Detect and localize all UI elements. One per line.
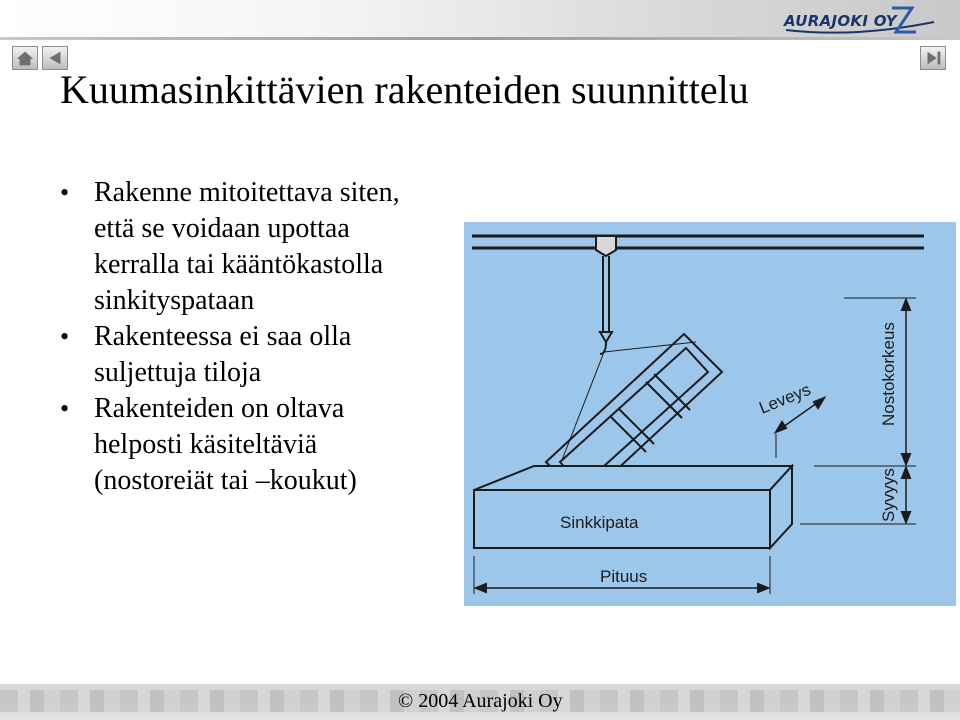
bullet-line: Rakenteiden on oltava	[94, 393, 345, 424]
slide-title: Kuumasinkittävien rakenteiden suunnittelu	[60, 67, 749, 112]
arrow-icon	[902, 468, 910, 478]
arrow-icon	[814, 398, 824, 408]
tank-label: Sinkkipata	[560, 513, 639, 532]
arrow-icon	[902, 512, 910, 522]
hoist-trolley-icon	[596, 236, 616, 256]
depth-label: Syvyys	[879, 468, 898, 522]
bullet-line: suljettuja tiloja	[94, 357, 262, 388]
bullet-icon: •	[60, 322, 70, 351]
bullet-line: että se voidaan upottaa	[94, 213, 350, 244]
galvanizing-diagram	[464, 222, 956, 606]
arrow-icon	[476, 584, 486, 592]
bullet-item	[58, 391, 458, 499]
lift-height-label: Nostokorkeus	[879, 322, 898, 426]
galvanizing-tank-illustration	[464, 222, 956, 606]
zinc-tank	[474, 466, 792, 548]
bullet-line: sinkityspataan	[94, 285, 255, 316]
hook-icon	[600, 332, 612, 342]
arrow-icon	[902, 454, 910, 464]
bullet-list	[58, 175, 458, 499]
bullet-line: helposti käsiteltäviä	[94, 429, 318, 460]
logo-text: AURAJOKI OY	[784, 12, 897, 30]
nav-first-button[interactable]	[12, 46, 38, 70]
arrow-icon	[758, 584, 768, 592]
width-label: Leveys	[756, 379, 814, 418]
length-label: Pituus	[600, 567, 648, 586]
bullet-item	[58, 319, 458, 391]
home-icon	[13, 47, 37, 69]
bullet-icon: •	[60, 394, 70, 423]
bullet-line: (nostoreiät tai –koukut)	[94, 465, 357, 496]
bullet-line: kerralla tai kääntökastolla	[94, 249, 384, 280]
bullet-line: Rakenne mitoitettava siten,	[94, 177, 400, 208]
arrow-icon	[902, 300, 910, 310]
company-logo	[784, 4, 942, 38]
arrow-icon	[776, 422, 786, 432]
sling-line	[562, 352, 604, 460]
footer-copyright: © 2004 Aurajoki Oy	[398, 690, 563, 712]
bullet-line: Rakenteessa ei saa olla	[94, 321, 352, 352]
bullet-item	[58, 175, 458, 319]
bullet-icon: •	[60, 178, 70, 207]
